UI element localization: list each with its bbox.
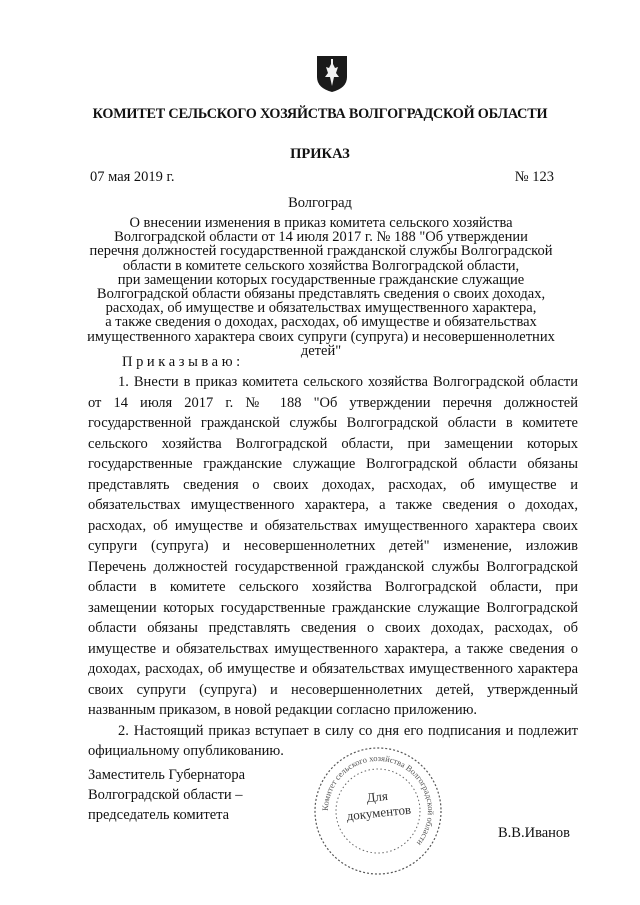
stamp-line: Для bbox=[365, 787, 389, 806]
subject-line: имущественного характера своих супруги (супруга) и несовершеннолетних bbox=[87, 328, 555, 345]
signatory-title bbox=[88, 765, 245, 825]
subject-line: О внесении изменения в приказ комитета сельского хозяйства bbox=[129, 215, 513, 231]
signatory-name: В.В.Иванов bbox=[498, 825, 571, 841]
stamp-ring-text: Комитет сельского хозяйства Волгоградской области bbox=[319, 752, 437, 848]
decree-word: Приказываю: bbox=[122, 354, 244, 370]
subject-line: расходах, об имуществе и обязательствах имущественного характера, bbox=[105, 300, 537, 317]
document-type: ПРИКАЗ bbox=[290, 146, 350, 162]
document-city: Волгоград bbox=[288, 195, 352, 211]
stamp-line: документов bbox=[345, 801, 412, 824]
document-subject bbox=[82, 216, 560, 358]
subject-line: области в комитете сельского хозяйства Волгоградской области, bbox=[122, 257, 520, 274]
document-body bbox=[88, 372, 578, 762]
subject-line: перечня должностей государственной гражданской службы Волгоградской bbox=[89, 243, 553, 260]
subject-line: а также сведения о доходах, расходах, об имуществе и обязательствах bbox=[105, 314, 537, 331]
subject-line: Волгоградской области обязаны представлять сведения о своих доходах, bbox=[96, 286, 546, 303]
signatory-title-line: Заместитель Губернатора bbox=[88, 767, 246, 783]
subject-line: Волгоградской области от 14 июля 2017 г. № 188 "Об утверждении bbox=[114, 229, 528, 246]
coat-of-arms-emblem bbox=[316, 55, 348, 93]
paragraph-1: 1. Внести в приказ комитета сельского хозяйства Волгоградской области от 14 июля 2017 г. № 188 "Об утверждении перечня должностей государственной гражданской службы Волгоградской области в комитете сельского хозяйства Волгоградской области, при замещении которых государственные гражданские служащие Волгоградской области обязаны представлять сведения о своих доходах, расходах, об имуществе и обязательствах имущественного характера, а также сведения о доходах, расходах, об имуществе и обязательствах имущественного характера своих супруги (супруга) и несовершеннолетних детей" изменение, изложив Перечень должностей государственной гражданской службы Волгоградской области в комитете сельского хозяйства Волгоградской области, при замещении которых государственные гражданские служащие Волгоградской области обязаны представлять сведения о своих доходах, расходах, об имуществе и обязательствах имущественного характера, а также сведения о доходах, расходах, об имуществе и обязательствах имущественного характера своих супруги (супруга) и несовершеннолетних детей, утвержденный названным приказом, в новой редакции согласно приложению. bbox=[88, 374, 578, 718]
paragraph-2: 2. Настоящий приказ вступает в силу со дня его подписания и подлежит официальному опубликованию. bbox=[88, 722, 578, 759]
signatory-title-line: председатель комитета bbox=[88, 807, 230, 823]
document-number: № 123 bbox=[514, 169, 554, 185]
subject-line: при замещении которых государственные гражданские служащие bbox=[117, 271, 525, 288]
signatory-title-line: Волгоградской области – bbox=[88, 787, 243, 803]
document-date: 07 мая 2019 г. bbox=[90, 169, 175, 185]
subject-line: детей" bbox=[300, 342, 342, 359]
organization-name: КОМИТЕТ СЕЛЬСКОГО ХОЗЯЙСТВА ВОЛГОГРАДСКОЙ ОБЛАСТИ bbox=[92, 106, 548, 122]
